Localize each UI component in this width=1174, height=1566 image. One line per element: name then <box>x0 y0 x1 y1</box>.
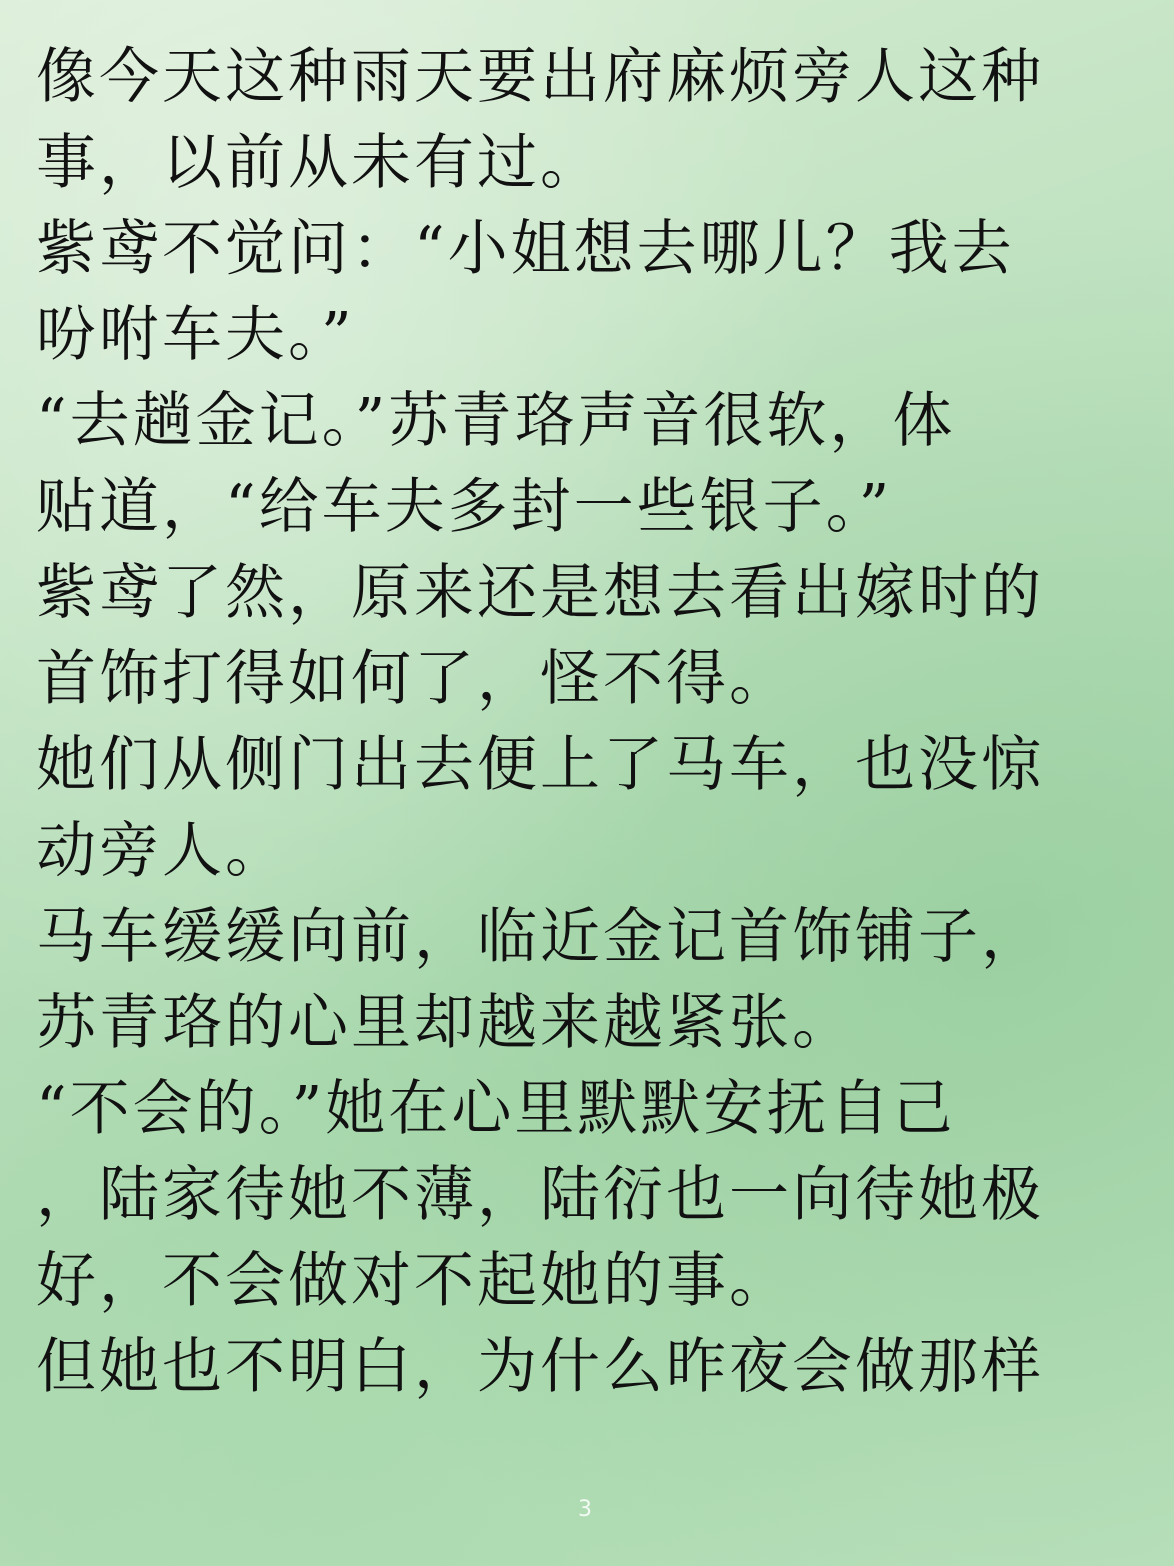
text-line: 首饰打得如何了，怪不得。 <box>36 644 792 714</box>
text-line: 紫鸢不觉问：“小姐想去哪儿？我去 <box>36 214 1015 284</box>
text-line: ，陆家待她不薄，陆衍也一向待她极 <box>36 1160 1044 1230</box>
text-line: 贴道，“给车夫多封一些银子。” <box>36 472 893 542</box>
text-line: 苏青珞的心里却越来越紧张。 <box>36 988 855 1058</box>
text-line: 好，不会做对不起她的事。 <box>36 1246 792 1316</box>
text-line: 吩咐车夫。” <box>36 300 355 370</box>
text-line: 事，以前从未有过。 <box>36 128 603 198</box>
text-line: 像今天这种雨天要出府麻烦旁人这种 <box>36 42 1044 112</box>
text-line: 紫鸢了然，原来还是想去看出嫁时的 <box>36 558 1044 628</box>
text-line: “去趟金记。”苏青珞声音很软，体 <box>36 386 956 456</box>
page-number: 3 <box>578 1497 592 1522</box>
text-line: 但她也不明白，为什么昨夜会做那样 <box>36 1332 1044 1402</box>
text-line: 马车缓缓向前，临近金记首饰铺子， <box>36 902 1044 972</box>
body-text <box>36 34 1146 1410</box>
text-line: “不会的。”她在心里默默安抚自己 <box>36 1074 956 1144</box>
text-line: 动旁人。 <box>36 816 288 886</box>
text-line: 她们从侧门出去便上了马车，也没惊 <box>36 730 1044 800</box>
